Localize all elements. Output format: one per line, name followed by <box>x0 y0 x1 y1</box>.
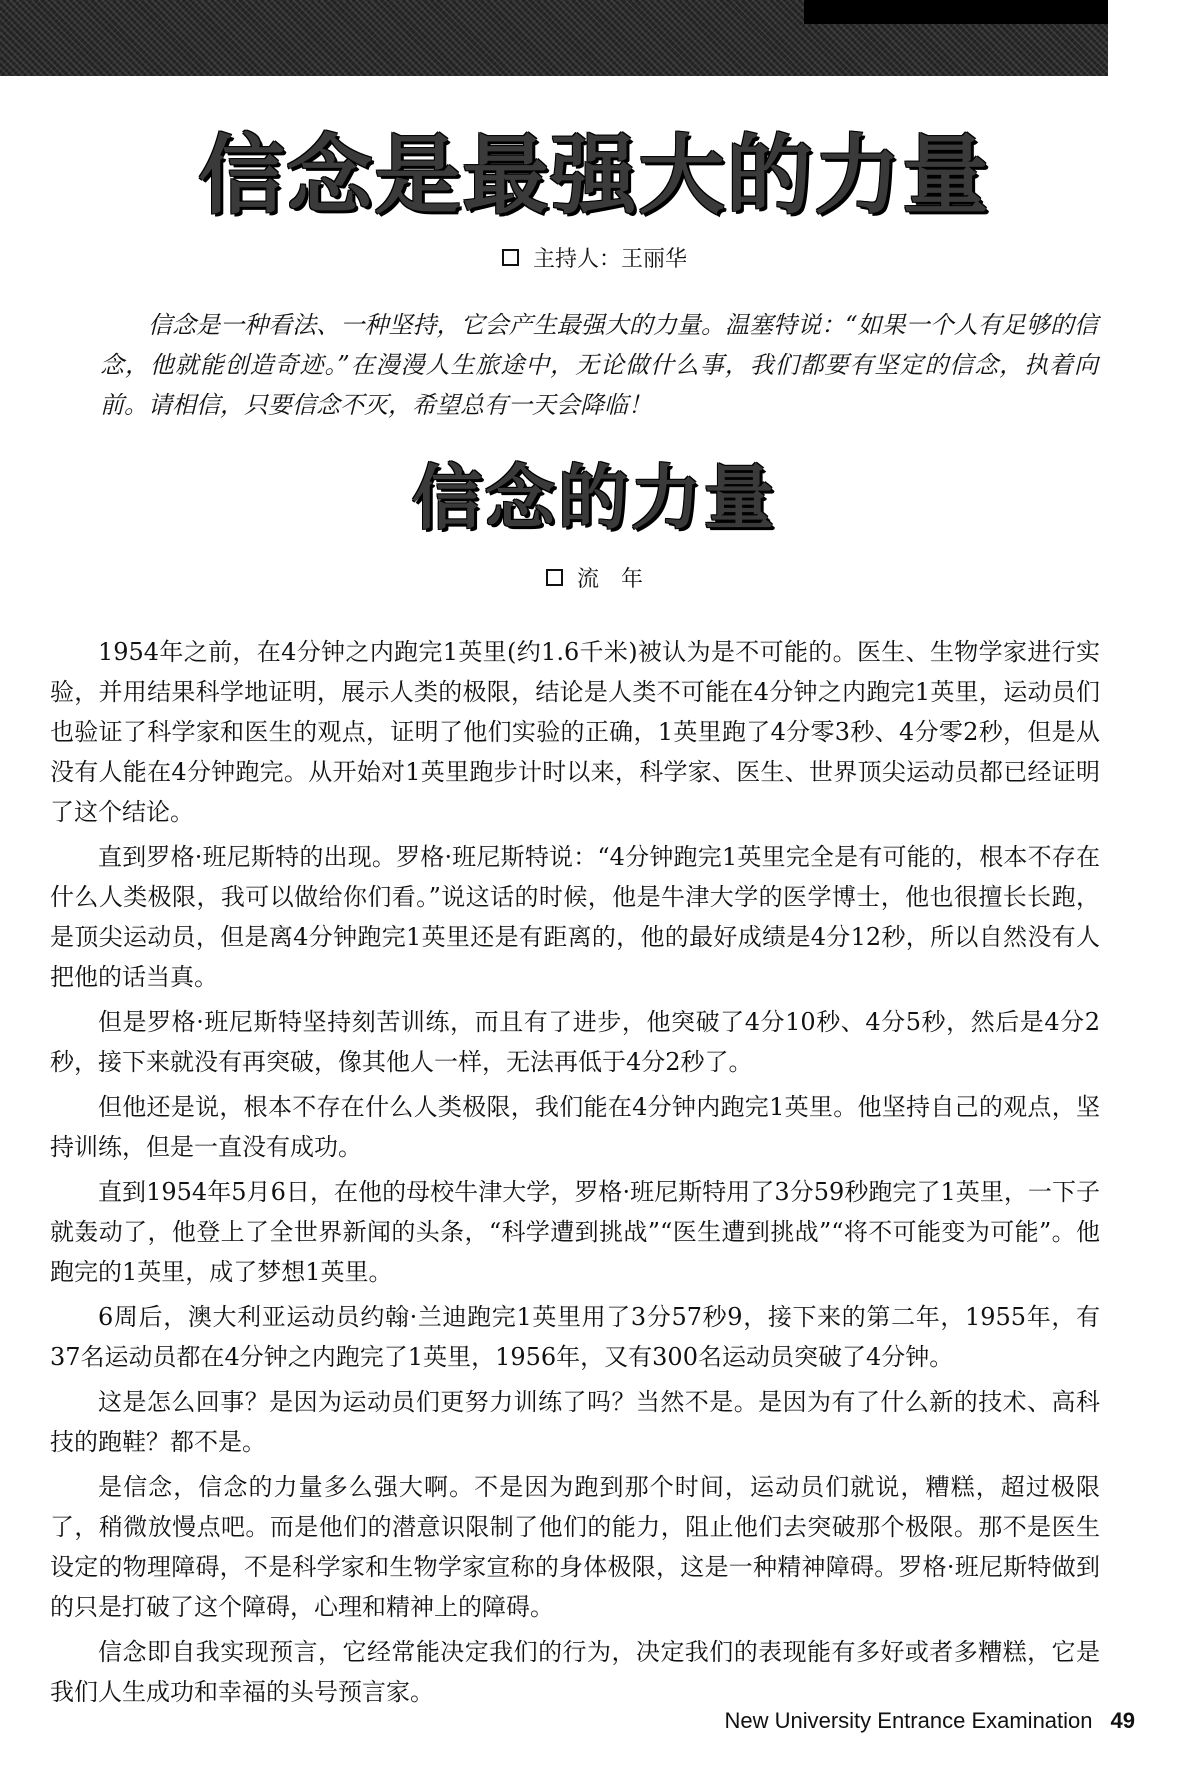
main-title: 信念是最强大的力量 <box>198 125 991 226</box>
page-number: 49 <box>1110 1708 1135 1733</box>
square-bullet-icon <box>546 569 563 586</box>
author-name: 流 年 <box>576 567 643 592</box>
journal-name: New University Entrance Examination <box>724 1708 1093 1733</box>
article-paragraph: 直到罗格·班尼斯特的出现。罗格·班尼斯特说：“4分钟跑完1英里完全是有可能的，根本不存在什么人类极限，我可以做给你们看。”说这话的时候，他是牛津大学的医学博士，他也很擅长长跑，是顶尖运动员，但是离4分钟跑完1英里还是有距离的，他的最好成绩是4分12秒，所以自然没有人把他的话当真。 <box>50 843 1100 991</box>
article-paragraph: 是信念，信念的力量多么强大啊。不是因为跑到那个时间，运动员们就说，糟糕，超过极限了，稍微放慢点吧。而是他们的潜意识限制了他们的能力，阻止他们去突破那个极限。那不是医生设定的物理障碍，不是科学家和生物学家宣称的身体极限，这是一种精神障碍。罗格·班尼斯特做到的只是打破了这个障碍，心理和精神上的障碍。 <box>50 1473 1100 1621</box>
header-banner-tab <box>804 0 1108 24</box>
article-paragraph: 直到1954年5月6日，在他的母校牛津大学，罗格·班尼斯特用了3分59秒跑完了1英里，一下子就轰动了，他登上了全世界新闻的头条，“科学遭到挑战”“医生遭到挑战”“将不可能变为可能”。他跑完的1英里，成了梦想1英里。 <box>50 1178 1100 1286</box>
article-paragraph: 6周后，澳大利亚运动员约翰·兰迪跑完1英里用了3分57秒9，接下来的第二年，1955年，有37名运动员都在4分钟之内跑完了1英里，1956年，又有300名运动员突破了4分钟。 <box>50 1303 1100 1371</box>
article-paragraph: 信念即自我实现预言，它经常能决定我们的行为，决定我们的表现能有多好或者多糟糕，它是我们人生成功和幸福的头号预言家。 <box>50 1638 1100 1706</box>
article-paragraph: 但是罗格·班尼斯特坚持刻苦训练，而且有了进步，他突破了4分10秒、4分5秒，然后是4分2秒，接下来就没有再突破，像其他人一样，无法再低于4分2秒了。 <box>50 1008 1100 1076</box>
host-label: 主持人：王丽华 <box>532 247 687 272</box>
square-bullet-icon <box>502 249 519 266</box>
author-byline <box>0 562 1189 593</box>
page-footer <box>724 1708 1135 1734</box>
article-paragraph: 这是怎么回事？是因为运动员们更努力训练了吗？当然不是。是因为有了什么新的技术、高科技的跑鞋？都不是。 <box>50 1388 1100 1456</box>
host-byline <box>0 242 1189 273</box>
article-title: 信念的力量 <box>412 456 777 539</box>
header-banner <box>0 0 1108 76</box>
intro-paragraph: 信念是一种看法、一种坚持，它会产生最强大的力量。温塞特说：“如果一个人有足够的信念，他就能创造奇迹。”在漫漫人生旅途中，无论做什么事，我们都要有坚定的信念，执着向前。请相信，只要信念不灭，希望总有一天会降临！ <box>100 311 1098 419</box>
article-body <box>50 632 1100 1717</box>
article-paragraph: 1954年之前，在4分钟之内跑完1英里(约1.6千米)被认为是不可能的。医生、生物学家进行实验，并用结果科学地证明，展示人类的极限，结论是人类不可能在4分钟之内跑完1英里，运动员们也验证了科学家和医生的观点，证明了他们实验的正确，1英里跑了4分零3秒、4分零2秒，但是从没有人能在4分钟跑完。从开始对1英里跑步计时以来，科学家、医生、世界顶尖运动员都已经证明了这个结论。 <box>50 638 1100 826</box>
article-paragraph: 但他还是说，根本不存在什么人类极限，我们能在4分钟内跑完1英里。他坚持自己的观点，坚持训练，但是一直没有成功。 <box>50 1093 1100 1161</box>
